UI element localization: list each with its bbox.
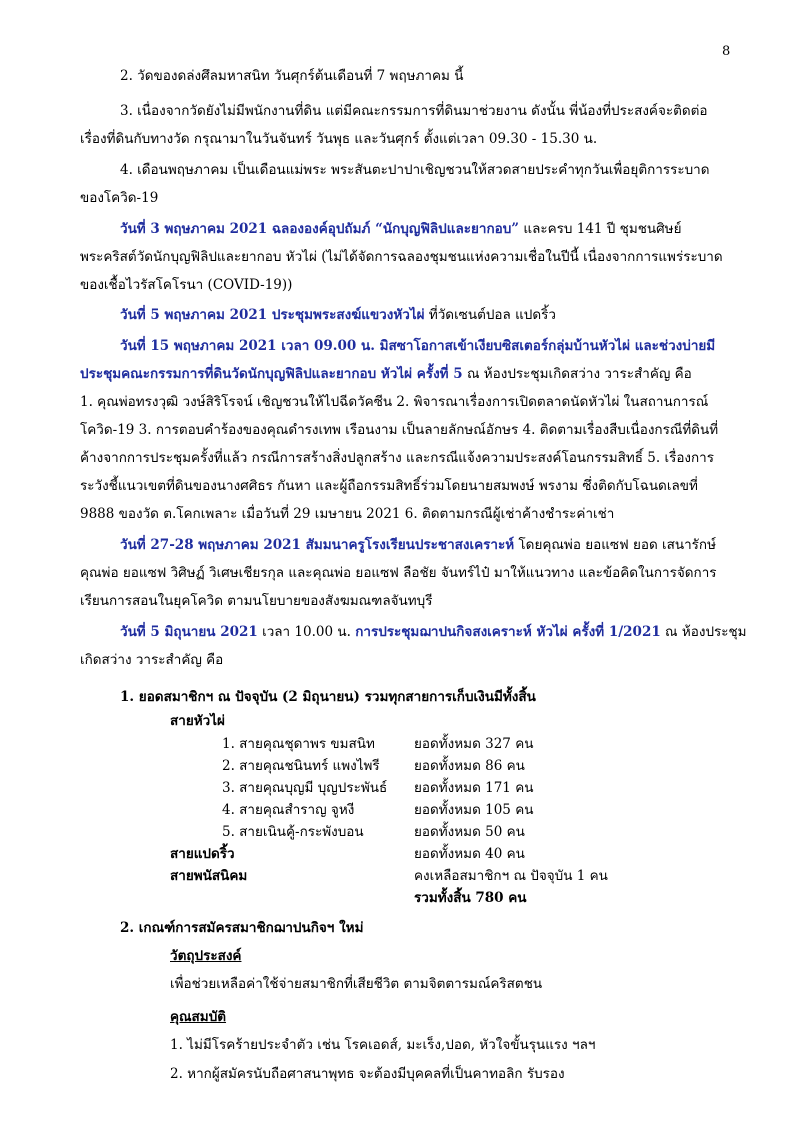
paragraph-item-3-line2: เรื่องที่ดินกับทางวัด กรุณามาในวันจันทร์ วันพุธ และวันศุกร์ ตั้งแต่เวลา 09.30 - 15.30 น. xyxy=(80,131,598,147)
event-may15-line7: 9888 ของวัด ต.โคกเพลาะ เมื่อวันที่ 29 เมษายน 2021 6. ติดตามกรณีผู้เช่าค้างชำระค่าเช่า xyxy=(80,506,615,522)
members-total: รวมทั้งสิ้น 780 คน xyxy=(414,890,527,906)
event-may27-line3: เรียนการสอนในยุคโควิด ตามนโยบายของสังฆมณฑลจันทบุรี xyxy=(80,593,433,609)
event-may3-heading: วันที่ 3 พฤษภาคม 2021 ฉลององค์อุปถัมภ์ “นักบุญฟิลิปและยากอบ” xyxy=(120,221,520,237)
event-may5-text: ที่วัดเซนต์ปอล แปดริ้ว xyxy=(424,307,556,323)
event-may15-line2 xyxy=(80,364,692,384)
group-huaphai: สายหัวไผ่ xyxy=(170,713,225,729)
member-line-count: ยอดทั้งหมด 327 คน xyxy=(414,736,534,752)
event-jun5-time: เวลา 10.00 น. xyxy=(257,624,356,640)
group-phanat: สายพนัสนิคม xyxy=(170,868,248,884)
event-may3-line3: ของเชื้อไวรัสโคโรนา (COVID-19)) xyxy=(80,277,293,293)
event-may15-line6: ระวังชี้แนวเขตที่ดินของนางศศิธร กันหา และผู้ถือกรรมสิทธิ์ร่วมโดยนายสมพงษ์ พรงาม ซึ่งติดกับโฉนดเลขที่ xyxy=(80,478,698,494)
objective-label: วัตถุประสงค์ xyxy=(170,948,242,964)
event-may3-line1 xyxy=(120,219,682,239)
paedriw-count: ยอดทั้งหมด 40 คน xyxy=(414,846,525,862)
qualification-label: คุณสมบัติ xyxy=(170,1009,227,1025)
event-may5-line xyxy=(120,305,556,325)
event-may27-line1 xyxy=(120,535,716,555)
objective-text: เพื่อช่วยเหลือค่าใช้จ่ายสมาชิกที่เสียชีวิต ตามจิตตารมณ์คริสตชน xyxy=(170,976,543,992)
section-2-title: 2. เกณฑ์การสมัครสมาชิกฌาปนกิจฯ ใหม่ xyxy=(120,920,364,936)
member-line-count: ยอดทั้งหมด 86 คน xyxy=(414,758,525,774)
member-line-count: ยอดทั้งหมด 50 คน xyxy=(414,824,525,840)
event-may3-text: และครบ 141 ปี ชุมชนศิษย์ xyxy=(519,221,682,237)
qualification-2: 2. หากผู้สมัครนับถือศาสนาพุทธ จะต้องมีบุคคลที่เป็นคาทอลิก รับรอง xyxy=(170,1066,565,1082)
event-may15-line5: ค้างจากการประชุมครั้งที่แล้ว กรณีการสร้างสิ่งปลูกสร้าง และกรณีแจ้งความประสงค์โอนกรรมสิทธิ์ 5. เรื่องการ xyxy=(80,450,715,466)
event-jun5-text: ณ ห้องประชุม xyxy=(660,624,747,640)
event-may27-line2: คุณพ่อ ยอแซฟ วิศิษฏ์ วิเศษเชียรกุล และคุณพ่อ ยอแซฟ ลือชัย จันทร์ไป๋ มาให้แนวทาง และข้อคิดในการจัดการ xyxy=(80,565,717,581)
paragraph-item-4-line2: ของโควิด-19 xyxy=(80,190,159,206)
event-jun5-date: วันที่ 5 มิถุนายน 2021 xyxy=(120,624,258,640)
qualification-1: 1. ไม่มีโรคร้ายประจำตัว เช่น โรคเอดส์, มะเร็ง,ปอด, หัวใจขั้นรุนแรง ฯลฯ xyxy=(170,1037,596,1053)
group-paedriw: สายแปดริ้ว xyxy=(170,846,235,862)
member-line-count: ยอดทั้งหมด 105 คน xyxy=(414,802,534,818)
event-may27-text: โดยคุณพ่อ ยอแซฟ ยอด เสนารักษ์ xyxy=(514,537,717,553)
member-line-name: 2. สายคุณชนินทร์ แพงไพรี xyxy=(222,758,380,774)
event-may15-line1 xyxy=(120,336,715,356)
member-line-count: ยอดทั้งหมด 171 คน xyxy=(414,780,534,796)
paragraph-item-4-line1: 4. เดือนพฤษภาคม เป็นเดือนแม่พระ พระสันตะปาปาเชิญชวนให้สวดสายประคำทุกวันเพื่อยุติการระบาด xyxy=(120,162,710,178)
event-may15-heading2: ประชุมคณะกรรมการที่ดินวัดนักบุญฟิลิปและยากอบ หัวไผ่ ครั้งที่ 5 xyxy=(80,366,463,382)
member-line-name: 1. สายคุณชุดาพร ขมสนิท xyxy=(222,736,375,752)
phanat-count: คงเหลือสมาชิกฯ ณ ปัจจุบัน 1 คน xyxy=(414,868,608,884)
event-may3-line2: พระคริสต์วัดนักบุญฟิลิปและยากอบ หัวไผ่ (ไม่ได้จัดการฉลองชุมชนแห่งความเชื่อในปีนี้ เนื่องจากการแพร่ระบาด xyxy=(80,249,723,265)
event-may15-text2: ณ ห้องประชุมเกิดสว่าง วาระสำคัญ คือ xyxy=(462,366,692,382)
event-jun5-line2: เกิดสว่าง วาระสำคัญ คือ xyxy=(80,652,224,668)
event-jun5-line1 xyxy=(120,622,747,642)
event-jun5-heading: การประชุมฌาปนกิจสงเคราะห์ หัวไผ่ ครั้งที่ 1/2021 xyxy=(355,624,661,640)
paragraph-item-2: 2. วัดของดล่งศึลมหาสนิท วันศุกร์ต้นเดือนที่ 7 พฤษภาคม นี้ xyxy=(120,68,464,84)
event-may5-heading: วันที่ 5 พฤษภาคม 2021 ประชุมพระสงฆ์แขวงหัวไผ่ xyxy=(120,307,425,323)
section-1-title: 1. ยอดสมาชิกฯ ณ ปัจจุบัน (2 มิถุนายน) รวมทุกสายการเก็บเงินมีทั้งสิ้น xyxy=(120,689,536,705)
page-number: 8 xyxy=(722,44,731,59)
member-line-name: 5. สายเนินคู้-กระพังบอน xyxy=(222,824,364,840)
event-may15-heading: วันที่ 15 พฤษภาคม 2021 เวลา 09.00 น. มิสซาโอกาสเข้าเงียบซิสเตอร์กลุ่มบ้านหัวไผ่ และช่วงบ่ายมี xyxy=(120,338,716,354)
paragraph-item-3-line1: 3. เนื่องจากวัดยังไม่มีพนักงานที่ดิน แต่มีคณะกรรมการที่ดินมาช่วยงาน ดังนั้น พี่น้องที่ประสงค์จะติดต่อ xyxy=(120,103,708,119)
event-may27-heading: วันที่ 27-28 พฤษภาคม 2021 สัมมนาครูโรงเรียนประชาสงเคราะห์ xyxy=(120,537,515,553)
member-line-name: 3. สายคุณบุญมี บุญประพันธ์ xyxy=(222,780,388,796)
event-may15-line3: 1. คุณพ่อทรงวุฒิ วงษ์สิริโรจน์ เชิญชวนให้ไปฉีดวัคซีน 2. พิจารณาเรื่องการเปิดตลาดนัดหัวไผ่ ในสถานการณ์ xyxy=(80,394,709,410)
member-line-name: 4. สายคุณสำราญ จูหงี xyxy=(222,802,355,818)
event-may15-line4: โควิด-19 3. การตอบคำร้องของคุณดำรงเทพ เรือนงาม เป็นลายลักษณ์อักษร 4. ติดตามเรื่องสืบเนื่องกรณีที่ดินที่ xyxy=(80,422,719,438)
